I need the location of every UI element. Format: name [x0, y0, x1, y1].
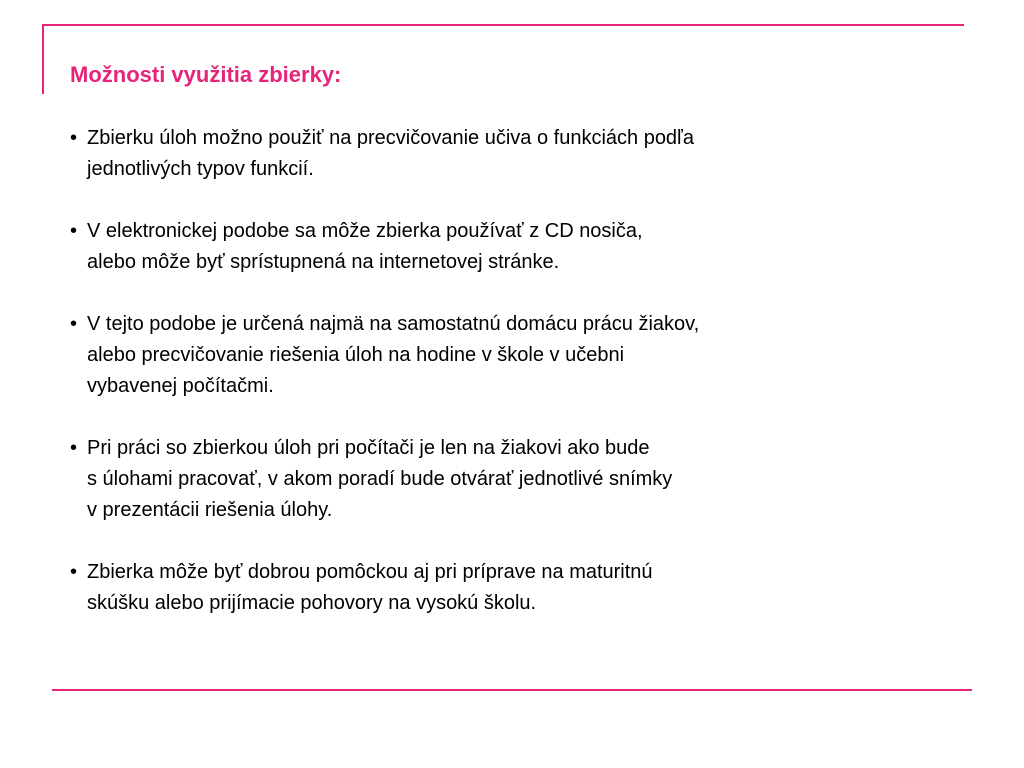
bullet-line: s úlohami pracovať, v akom poradí bude otvárať jednotlivé snímky: [87, 468, 673, 490]
bullet-item: [70, 433, 990, 526]
bullet-line: skúšku alebo prijímacie pohovory na vysokú školu.: [87, 592, 537, 614]
bullet-line: V tejto podobe je určená najmä na samostatnú domácu prácu žiakov,: [87, 313, 700, 335]
bullet-item: [70, 123, 990, 185]
bullet-mark: •: [70, 561, 78, 583]
bullet-text: [87, 309, 699, 402]
bullet-list: [70, 123, 990, 650]
bullet-line: v prezentácii riešenia úlohy.: [87, 499, 333, 521]
bullet-item: [70, 309, 990, 402]
bullet-mark: •: [70, 127, 78, 149]
bullet-mark: •: [70, 220, 78, 242]
bullet-text: [87, 123, 694, 185]
slide-title: Možnosti využitia zbierky:: [70, 62, 342, 87]
bullet-line: jednotlivých typov funkcií.: [87, 158, 314, 180]
bullet-line: V elektronickej podobe sa môže zbierka používať z CD nosiča,: [87, 220, 643, 242]
bullet-text: [87, 216, 643, 278]
bullet-line: alebo môže byť sprístupnená na internetovej stránke.: [87, 251, 560, 273]
bullet-line: Zbierku úloh možno použiť na precvičovanie učiva o funkciách podľa: [87, 127, 695, 149]
bullet-line: vybavenej počítačmi.: [87, 375, 274, 397]
top-rule: [42, 24, 964, 26]
bullet-text: [87, 557, 653, 619]
left-rule: [42, 24, 44, 94]
bullet-item: [70, 557, 990, 619]
bottom-rule: [52, 689, 972, 691]
bullet-item: [70, 216, 990, 278]
bullet-text: [87, 433, 672, 526]
bullet-line: Zbierka môže byť dobrou pomôckou aj pri príprave na maturitnú: [87, 561, 653, 583]
bullet-mark: •: [70, 437, 78, 459]
bullet-line: Pri práci so zbierkou úloh pri počítači je len na žiakovi ako bude: [87, 437, 650, 459]
bullet-mark: •: [70, 313, 78, 335]
bullet-line: alebo precvičovanie riešenia úloh na hodine v škole v učebni: [87, 344, 625, 366]
